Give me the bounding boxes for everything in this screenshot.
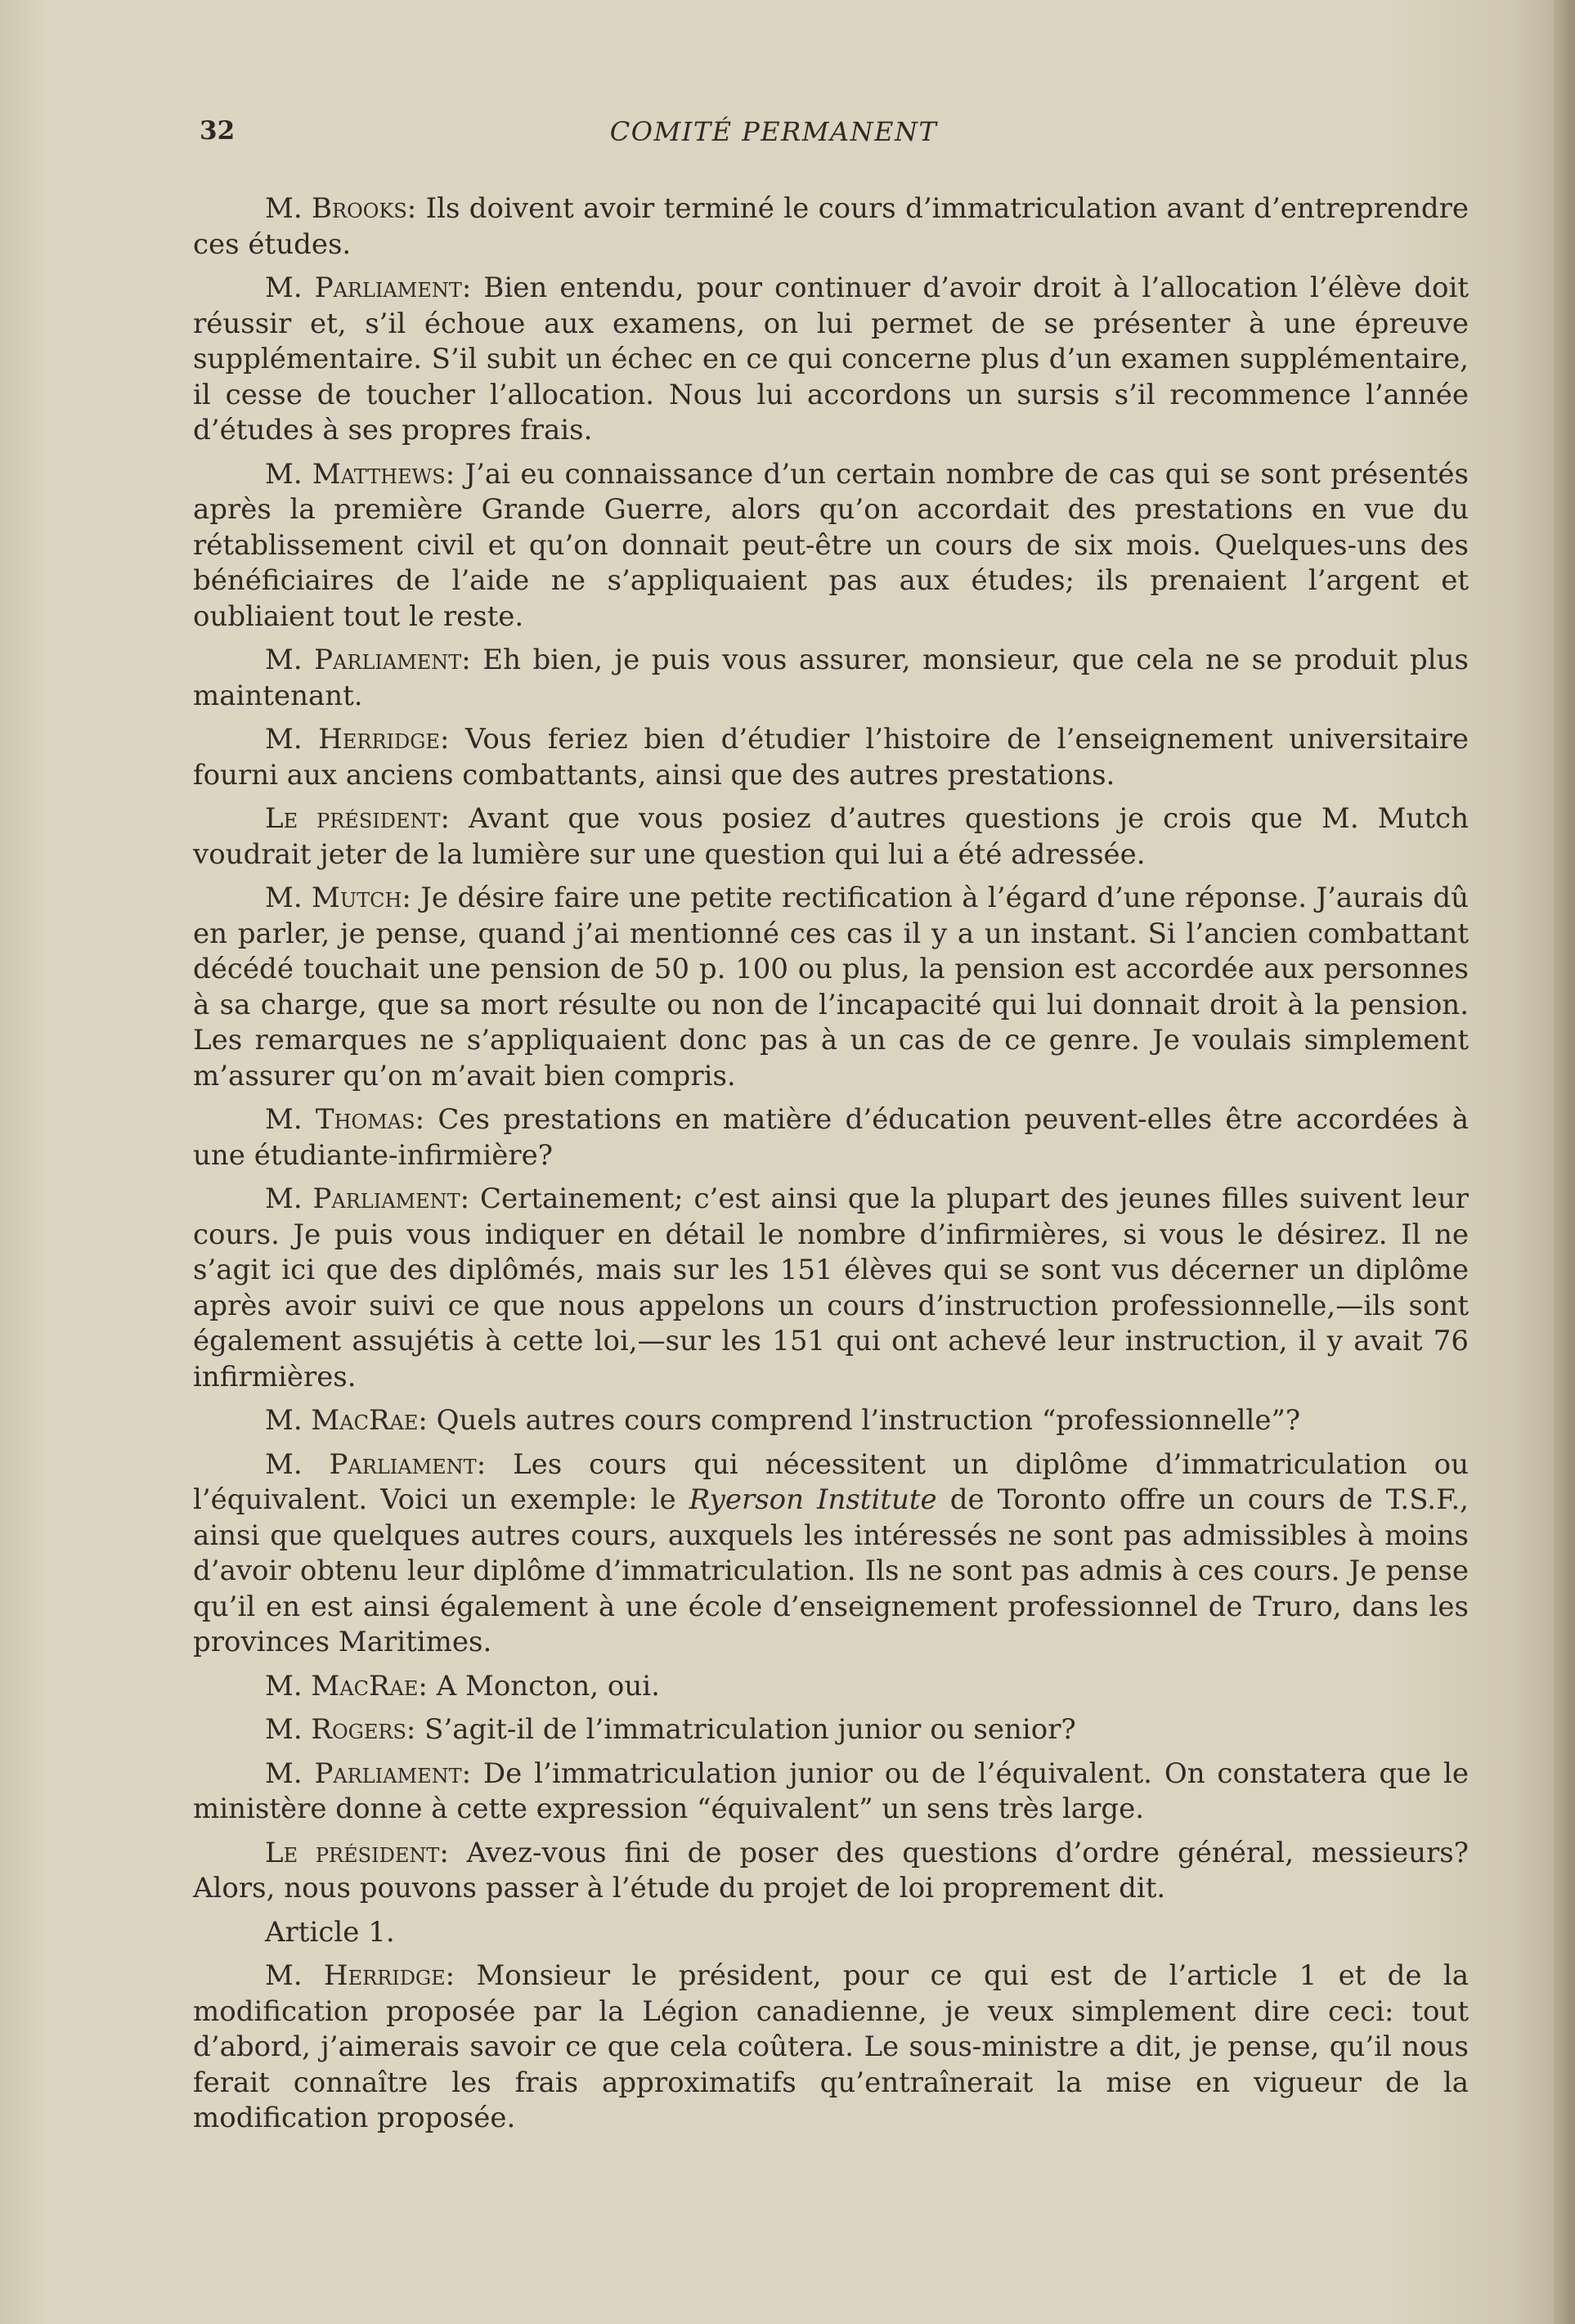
article-heading [193, 1915, 1469, 1951]
paragraph-text: S’agit-il de l’immatriculation junior ou senior? [415, 1713, 1076, 1746]
paragraph [193, 1712, 1469, 1748]
paragraph-text: Eh bien, je puis vous assurer, monsieur, que cela ne se produit plus maintenant. [193, 644, 1469, 712]
paragraph [193, 1447, 1469, 1661]
paragraph [193, 1958, 1469, 2137]
paragraph-text-continued: de Toronto offre un cours de T.S.F., ainsi que quelques autres cours, auxquels les intéressés ne sont pas admissibles à moins d’avoir obtenu leur diplôme d’immatriculation. Ils ne sont pas admis à ces cours. Je pense qu’il en est ainsi également à une école d’enseignement professionnel de Truro, dans les provinces Maritimes. [193, 1483, 1469, 1658]
paragraph-text: Avant que vous posiez d’autres questions je crois que M. Mutch voudrait jeter de la lumière sur une question qui lui a été adressée. [193, 802, 1469, 871]
paragraph [193, 801, 1469, 873]
paragraph [193, 271, 1469, 449]
paragraph-text: Article 1. [265, 1915, 395, 1949]
speaker-label: M. Rogers: [265, 1713, 416, 1746]
speaker-label: M. Matthews: [265, 457, 455, 491]
speaker-label: M. Herridge: [265, 1959, 455, 1992]
paragraph [193, 191, 1469, 262]
speaker-label: M. Parliament: [265, 1447, 487, 1481]
speaker-label: Le président: [265, 802, 450, 835]
institution-name: Ryerson Institute [689, 1483, 937, 1516]
paragraph-text: De l’immatriculation junior ou de l’équivalent. On constatera que le ministère donne à cette expression “équivalent” un sens très large. [193, 1756, 1470, 1825]
paragraph-text: Vous feriez bien d’étudier l’histoire de l’enseignement universitaire fourni aux anciens combattants, ainsi que des autres prestations. [193, 723, 1469, 792]
page-edge-shadow [1554, 0, 1575, 2324]
paragraph [193, 457, 1469, 635]
paragraph-text: Ils doivent avoir terminé le cours d’immatriculation avant d’entreprendre ces études. [193, 192, 1469, 261]
paragraph-text: Je désire faire une petite rectification à l’égard d’une réponse. J’aurais dû en parler, je pense, quand j’ai mentionné ces cas il y a un instant. Si l’ancien combattant décédé touchait une pension de 50 p. 100 ou plus, la pension est accordée aux personnes à sa charge, que sa mort résulte ou non de l’incapacité qui lui donnait droit à la pension. Les remarques ne s’appliquaient donc pas à un cas de ce genre. Je voulais simplement m’assurer qu’on m’avait bien compris. [193, 882, 1469, 1092]
page-header [193, 113, 1469, 152]
paragraph-text: Bien entendu, pour continuer d’avoir droit à l’allocation l’élève doit réussir et, s’il échoue aux examens, on lui permet de se présenter à une épreuve supplémentaire. S’il subit un échec en ce qui concerne plus d’un examen supplémentaire, il cesse de toucher l’allocation. Nous lui accordons un sursis s’il recommence l’année d’études à ses propres frais. [193, 271, 1470, 446]
page-number: 32 [200, 116, 236, 146]
speaker-label: M. Parliament: [265, 644, 471, 676]
running-head: COMITÉ PERMANENT [609, 116, 938, 147]
paragraph [193, 1756, 1469, 1828]
speaker-label: M. MacRae: [265, 1669, 428, 1703]
paragraph [193, 1182, 1469, 1395]
speaker-label: M. Brooks: [265, 192, 417, 225]
speaker-label: M. Herridge: [265, 723, 450, 756]
paragraph [193, 1403, 1469, 1439]
speaker-label: M. Parliament: [265, 271, 472, 304]
paragraph [193, 643, 1469, 714]
paragraph-text: J’ai eu connaissance d’un certain nombre de cas qui se sont présentés après la première Grande Guerre, alors qu’on accordait des prestations en vue du rétablissement civil et qu’on donnait peut-être un cours de six mois. Quelques-uns des bénéficiaires de l’aide ne s’appliquaient pas aux études; ils prenaient l’argent et oubliaient tout le reste. [193, 457, 1469, 633]
paragraph [193, 722, 1469, 793]
paragraph-text: Monsieur le président, pour ce qui est de l’article 1 et de la modification proposée par la Légion canadienne, je veux simplement dire ceci: tout d’abord, j’aimerais savoir ce que cela coûtera. Le sous-ministre a dit, je pense, qu’il nous ferait connaître les frais approximatifs qu’entraînerait la mise en vigueur de la modification proposée. [193, 1959, 1469, 2134]
body-text [193, 191, 1469, 2145]
paragraph [193, 1836, 1469, 1907]
speaker-label: M. Parliament: [265, 1756, 472, 1790]
paragraph [193, 1669, 1469, 1705]
paragraph-text: Avez-vous fini de poser des questions d’ordre général, messieurs? Alors, nous pouvons passer à l’étude du projet de loi proprement dit. [193, 1836, 1469, 1905]
paragraph-text: Les cours qui nécessitent un diplôme d’immatriculation ou l’équivalent. Voici un exemple: le [193, 1447, 1469, 1516]
paragraph-text: Ces prestations en matière d’éducation peuvent-elles être accordées à une étudiante-infirmière? [193, 1103, 1470, 1172]
speaker-label: M. MacRae: [265, 1404, 428, 1437]
paragraph-text: Certainement; c’est ainsi que la plupart des jeunes filles suivent leur cours. Je puis vous indiquer en détail le nombre d’infirmières, si vous le désirez. Il ne s’agit ici que des diplômés, mais sur les 151 élèves qui se sont vus décerner un diplôme après avoir suivi ce que nous appelons un cours d’instruction professionnelle,—ils sont également assujétis à cette loi,—sur les 151 qui ont achevé leur instruction, il y avait 76 infirmières. [193, 1182, 1470, 1393]
speaker-label: Le président: [265, 1836, 449, 1869]
speaker-label: M. Mutch: [265, 882, 411, 914]
paragraph-text: Quels autres cours comprend l’instruction “professionnelle”? [427, 1404, 1301, 1437]
speaker-label: M. Parliament: [265, 1182, 470, 1215]
paragraph-text: A Moncton, oui. [427, 1669, 660, 1703]
speaker-label: M. Thomas: [265, 1103, 425, 1136]
paragraph [193, 881, 1469, 1094]
paragraph [193, 1102, 1469, 1173]
